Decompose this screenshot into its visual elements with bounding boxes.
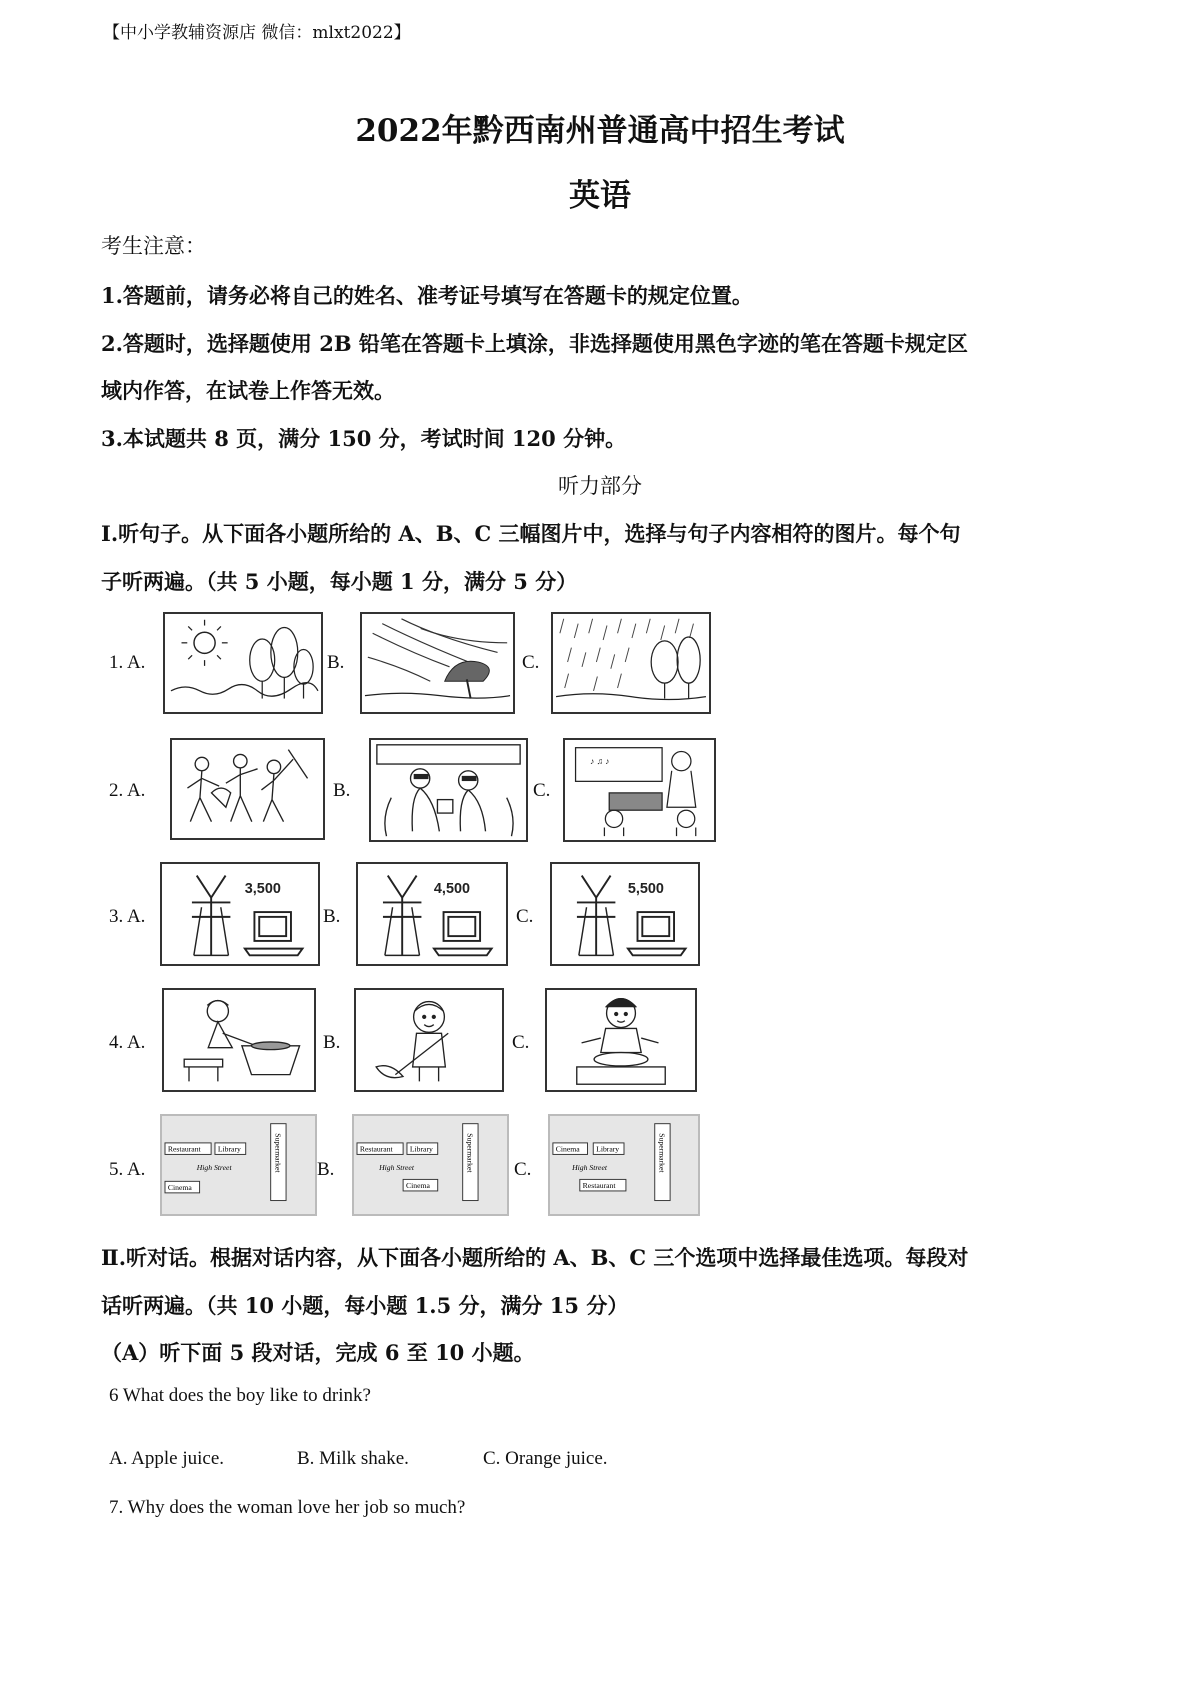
q3-label-c: C.	[516, 906, 534, 927]
subject-title: 英语	[569, 178, 631, 214]
q6-option-c[interactable]: C. Orange juice.	[483, 1448, 608, 1469]
exam-title: 2022年黔西南州普通高中招生考试	[355, 113, 845, 149]
q5c-library: Library	[596, 1144, 620, 1154]
q5-picture-a-map	[160, 1114, 317, 1216]
notice-heading: 考生注意：	[101, 234, 206, 258]
q6-option-b[interactable]: B. Milk shake.	[297, 1448, 409, 1469]
q3-picture-c-price	[550, 862, 700, 966]
q4-picture-c-boy-cooking	[545, 988, 697, 1092]
notice-item-1: 1.答题前，请务必将自己的姓名、准考证号填写在答题卡的规定位置。	[101, 283, 753, 308]
question-7: 7. Why does the woman love her job so much?	[109, 1497, 466, 1518]
q3-label-b: B.	[323, 906, 341, 927]
q3-amount-b: 4,500	[433, 880, 470, 897]
watermark: 【中小学教辅资源店 微信：mlxt2022】	[103, 23, 411, 43]
q2-label-a: 2. A.	[109, 780, 146, 801]
q1-label-c: C.	[522, 652, 540, 673]
q1-picture-c-rainy	[551, 612, 711, 714]
q2-picture-c-classroom	[563, 738, 716, 842]
q2-picture-b-cinema	[369, 738, 528, 842]
q5b-library: Library	[409, 1144, 433, 1154]
part2-instructions-line-2: 话听两遍。（共 10 小题，每小题 1.5 分，满分 15 分）	[101, 1293, 629, 1318]
q2-label-c: C.	[533, 780, 551, 801]
q5b-supermarket: Supermarket	[465, 1133, 475, 1173]
q1-picture-a-sunny	[163, 612, 323, 714]
q5b-high-street: High Street	[379, 1162, 414, 1172]
part2-subsection-a: （A）听下面 5 段对话，完成 6 至 10 小题。	[101, 1340, 535, 1365]
q3-label-a: 3. A.	[109, 906, 146, 927]
q5-label-c: C.	[514, 1159, 532, 1180]
q5-label-b: B.	[317, 1159, 335, 1180]
q1-label-b: B.	[327, 652, 345, 673]
part1-instructions-line-2: 子听两遍。（共 5 小题，每小题 1 分，满分 5 分）	[101, 569, 578, 594]
q5c-supermarket: Supermarket	[657, 1133, 667, 1173]
q6-option-a[interactable]: A. Apple juice.	[109, 1448, 225, 1469]
q5a-cinema: Cinema	[167, 1182, 192, 1192]
q2-label-b: B.	[333, 780, 351, 801]
q3-picture-b-price	[356, 862, 508, 966]
section-title: 听力部分	[558, 474, 642, 498]
svg-text:♪ ♫ ♪: ♪ ♫ ♪	[589, 756, 610, 767]
q3-amount-c: 5,500	[627, 880, 664, 897]
part1-instructions-line-1: Ⅰ.听句子。从下面各小题所给的 A、B、C 三幅图片中，选择与句子内容相符的图片。每个句	[101, 521, 961, 546]
q5a-supermarket: Supermarket	[273, 1133, 283, 1173]
q5-label-a: 5. A.	[109, 1159, 146, 1180]
q3-amount-a: 3,500	[244, 880, 281, 897]
q4-label-c: C.	[512, 1032, 530, 1053]
q5a-library: Library	[217, 1144, 241, 1154]
q5c-restaurant: Restaurant	[582, 1181, 616, 1191]
q5-picture-b-map	[352, 1114, 509, 1216]
q4-picture-a-girl-washing	[162, 988, 316, 1092]
q5a-restaurant: Restaurant	[167, 1144, 201, 1154]
q1-label-a: 1. A.	[109, 652, 146, 673]
q4-picture-b-boy-sweeping	[354, 988, 504, 1092]
q5b-restaurant: Restaurant	[359, 1144, 393, 1154]
question-6: 6 What does the boy like to drink?	[109, 1385, 371, 1406]
notice-item-2-line-2: 域内作答，在试卷上作答无效。	[101, 378, 395, 403]
notice-item-2-line-1: 2.答题时，选择题使用 2B 铅笔在答题卡上填涂，非选择题使用黑色字迹的笔在答题卡规定区	[101, 331, 968, 356]
q5c-cinema: Cinema	[555, 1144, 580, 1154]
q5c-high-street: High Street	[572, 1162, 607, 1172]
q3-picture-a-price	[160, 862, 320, 966]
notice-item-3: 3.本试题共 8 页，满分 150 分，考试时间 120 分钟。	[101, 426, 627, 451]
q4-label-b: B.	[323, 1032, 341, 1053]
q1-picture-b-windy	[360, 612, 515, 714]
q4-label-a: 4. A.	[109, 1032, 146, 1053]
q5-picture-c-map	[548, 1114, 700, 1216]
q5a-high-street: High Street	[196, 1162, 232, 1172]
q2-picture-a-concert	[170, 738, 325, 840]
part2-instructions-line-1: Ⅱ.听对话。根据对话内容，从下面各小题所给的 A、B、C 三个选项中选择最佳选项。每段对	[101, 1245, 969, 1270]
q5b-cinema: Cinema	[406, 1181, 430, 1191]
